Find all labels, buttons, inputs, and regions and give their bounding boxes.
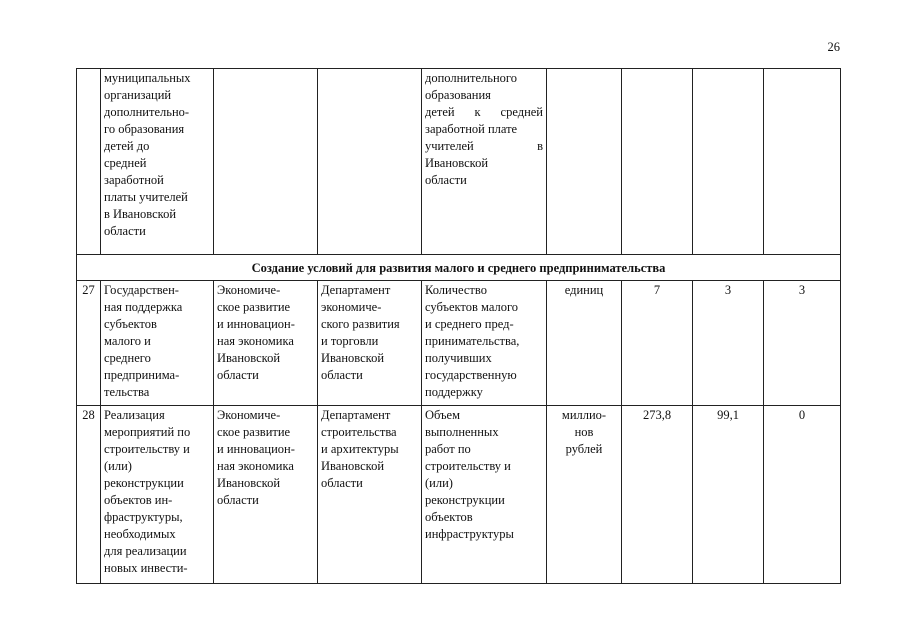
text-line: принимательства, (425, 334, 520, 348)
text-line: рублей (565, 442, 603, 456)
value-cell-1: 273,8 (622, 406, 693, 584)
executor-cell (214, 281, 318, 406)
value-cell-2: 99,1 (693, 406, 764, 584)
value-cell-1 (622, 69, 693, 255)
text-line: и инновацион- (217, 317, 295, 331)
text-line: субъектов (104, 317, 157, 331)
text-line: Реализация (104, 408, 165, 422)
indicator-cell (422, 406, 547, 584)
value-cell-2 (693, 69, 764, 255)
text-line: ское развитие (217, 425, 291, 439)
text-line: и торговли (321, 334, 379, 348)
text-line: детей до (104, 139, 150, 153)
text-line: получивших (425, 351, 492, 365)
table-row (77, 406, 841, 584)
text-line: объектов (425, 510, 473, 524)
text-line: реконструкции (104, 476, 184, 490)
text-line: поддержку (425, 385, 483, 399)
text-line: тельства (104, 385, 150, 399)
text-line: области (425, 173, 467, 187)
participant-cell (318, 406, 422, 584)
text-line: реконструкции (425, 493, 505, 507)
text-line: образования (425, 88, 491, 102)
unit-cell (547, 69, 622, 255)
text-line: Ивановской (425, 156, 489, 170)
text-line: и среднего пред- (425, 317, 514, 331)
text-line: среднего (104, 351, 151, 365)
text-line: новых инвести- (104, 561, 188, 575)
text-line: для реализации (104, 544, 187, 558)
text-line: государственную (425, 368, 517, 382)
text-line: объектов ин- (104, 493, 173, 507)
value-cell-2: 3 (693, 281, 764, 406)
measure-name-cell (101, 281, 214, 406)
text-line: области (104, 224, 146, 238)
indicator-cell (422, 281, 547, 406)
text-line: Ивановской (321, 459, 385, 473)
measure-name-cell (101, 69, 214, 255)
text-line: ское развитие (217, 300, 291, 314)
row-number-cell: 27 (77, 281, 101, 406)
text-line: необходимых (104, 527, 176, 541)
text-line: дополнительно- (104, 105, 190, 119)
text-line: единиц (564, 283, 604, 297)
text-line: субъектов малого (425, 300, 519, 314)
text-line: мероприятий по (104, 425, 191, 439)
text-line: фраструктуры, (104, 510, 183, 524)
text-line: области (321, 368, 363, 382)
executor-cell (214, 406, 318, 584)
text-line: Государствен- (104, 283, 179, 297)
text-line: ского развития (321, 317, 400, 331)
value-cell-3: 0 (764, 406, 841, 584)
word: детей (425, 105, 455, 119)
text-line: работ по (425, 442, 471, 456)
text-line: заработной плате (425, 122, 518, 136)
table-row (77, 281, 841, 406)
text-line: Ивановской (217, 476, 281, 490)
text-line: миллио- (561, 408, 607, 422)
text-line (425, 104, 543, 121)
section-row (77, 255, 841, 281)
text-line: предпринима- (104, 368, 180, 382)
participant-cell (318, 281, 422, 406)
word: средней (500, 105, 543, 119)
text-line: Департамент (321, 408, 391, 422)
text-line: строительству и (425, 459, 511, 473)
text-line: Экономиче- (217, 283, 281, 297)
text-line: области (217, 493, 259, 507)
text-line: платы учителей (104, 190, 188, 204)
text-line: ная экономика (217, 334, 294, 348)
text-line: и архитектуры (321, 442, 399, 456)
text-line: Объем (425, 408, 460, 422)
text-line: го образования (104, 122, 185, 136)
text-line: организаций (104, 88, 172, 102)
text-line: Экономиче- (217, 408, 281, 422)
text-line: нов (574, 425, 594, 439)
indicator-cell (422, 69, 547, 255)
participant-cell (318, 69, 422, 255)
text-line: Количество (425, 283, 487, 297)
word: к (474, 105, 481, 119)
unit-cell (547, 281, 622, 406)
text-line: дополнительного (425, 71, 517, 85)
measures-table (76, 68, 841, 584)
text-line: муниципальных (104, 71, 191, 85)
text-line: заработной (104, 173, 164, 187)
text-line (425, 138, 543, 155)
unit-cell (547, 406, 622, 584)
measure-name-cell (101, 406, 214, 584)
value-cell-3: 3 (764, 281, 841, 406)
text-line: ная поддержка (104, 300, 183, 314)
word: в (537, 139, 543, 153)
table-row-continued (77, 69, 841, 255)
page-number: 26 (827, 40, 840, 54)
text-line: строительству и (104, 442, 190, 456)
text-line: области (321, 476, 363, 490)
text-line: ная экономика (217, 459, 294, 473)
text-line: Ивановской (217, 351, 281, 365)
text-line: (или) (425, 476, 453, 490)
text-line: инфраструктуры (425, 527, 514, 541)
row-number-cell: 28 (77, 406, 101, 584)
text-line: выполненных (425, 425, 499, 439)
text-line: в Ивановской (104, 207, 177, 221)
word: учителей (425, 139, 474, 153)
text-line: экономиче- (321, 300, 382, 314)
text-line: области (217, 368, 259, 382)
text-line: строительства (321, 425, 397, 439)
section-title: Создание условий для развития малого и среднего предпринимательства (77, 255, 841, 281)
value-cell-1: 7 (622, 281, 693, 406)
row-number-cell (77, 69, 101, 255)
text-line: и инновацион- (217, 442, 295, 456)
text-line: средней (104, 156, 147, 170)
text-line: Департамент (321, 283, 391, 297)
text-line: (или) (104, 459, 132, 473)
text-line: Ивановской (321, 351, 385, 365)
value-cell-3 (764, 69, 841, 255)
text-line: малого и (104, 334, 151, 348)
executor-cell (214, 69, 318, 255)
